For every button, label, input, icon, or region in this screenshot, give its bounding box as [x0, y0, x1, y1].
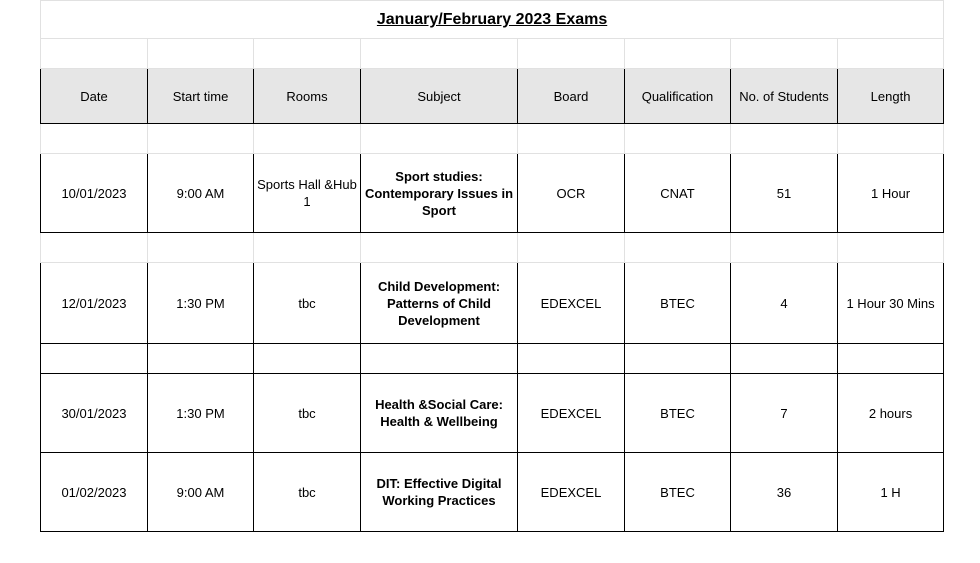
table-row	[41, 263, 944, 344]
exam-timetable-sheet	[40, 0, 943, 532]
qualification-cell: BTEC	[625, 374, 731, 453]
table-row	[41, 154, 944, 233]
students-cell: 7	[731, 374, 838, 453]
spacer-row	[41, 233, 944, 263]
column-header-students: No. of Students	[731, 69, 838, 124]
date-cell: 10/01/2023	[41, 154, 148, 233]
exam-timetable	[40, 0, 944, 532]
start-time-cell: 1:30 PM	[148, 263, 254, 344]
start-time-cell: 9:00 AM	[148, 453, 254, 532]
column-header-rooms: Rooms	[254, 69, 361, 124]
board-cell: OCR	[518, 154, 625, 233]
start-time-cell: 9:00 AM	[148, 154, 254, 233]
date-cell: 12/01/2023	[41, 263, 148, 344]
column-header-start-time: Start time	[148, 69, 254, 124]
rooms-cell: tbc	[254, 263, 361, 344]
spacer-row	[41, 124, 944, 154]
column-header-qualification: Qualification	[625, 69, 731, 124]
length-cell: 1 Hour	[838, 154, 944, 233]
students-cell: 51	[731, 154, 838, 233]
rooms-cell: Sports Hall &Hub 1	[254, 154, 361, 233]
table-row	[41, 374, 944, 453]
column-header-board: Board	[518, 69, 625, 124]
length-cell: 2 hours	[838, 374, 944, 453]
length-cell: 1 H	[838, 453, 944, 532]
page-title: January/February 2023 Exams	[41, 1, 944, 39]
rooms-cell: tbc	[254, 374, 361, 453]
date-cell: 01/02/2023	[41, 453, 148, 532]
rooms-cell: tbc	[254, 453, 361, 532]
length-cell: 1 Hour 30 Mins	[838, 263, 944, 344]
board-cell: EDEXCEL	[518, 263, 625, 344]
column-header-subject: Subject	[361, 69, 518, 124]
table-row	[41, 453, 944, 532]
board-cell: EDEXCEL	[518, 453, 625, 532]
qualification-cell: BTEC	[625, 453, 731, 532]
students-cell: 4	[731, 263, 838, 344]
column-header-length: Length	[838, 69, 944, 124]
start-time-cell: 1:30 PM	[148, 374, 254, 453]
students-cell: 36	[731, 453, 838, 532]
title-row	[41, 1, 944, 39]
header-row	[41, 69, 944, 124]
column-header-date: Date	[41, 69, 148, 124]
qualification-cell: CNAT	[625, 154, 731, 233]
date-cell: 30/01/2023	[41, 374, 148, 453]
subject-cell: Sport studies: Contemporary Issues in Sport	[361, 154, 518, 233]
subject-cell: DIT: Effective Digital Working Practices	[361, 453, 518, 532]
spacer-row	[41, 39, 944, 69]
board-cell: EDEXCEL	[518, 374, 625, 453]
subject-cell: Health &Social Care: Health & Wellbeing	[361, 374, 518, 453]
spacer-row	[41, 344, 944, 374]
subject-cell: Child Development: Patterns of Child Development	[361, 263, 518, 344]
qualification-cell: BTEC	[625, 263, 731, 344]
